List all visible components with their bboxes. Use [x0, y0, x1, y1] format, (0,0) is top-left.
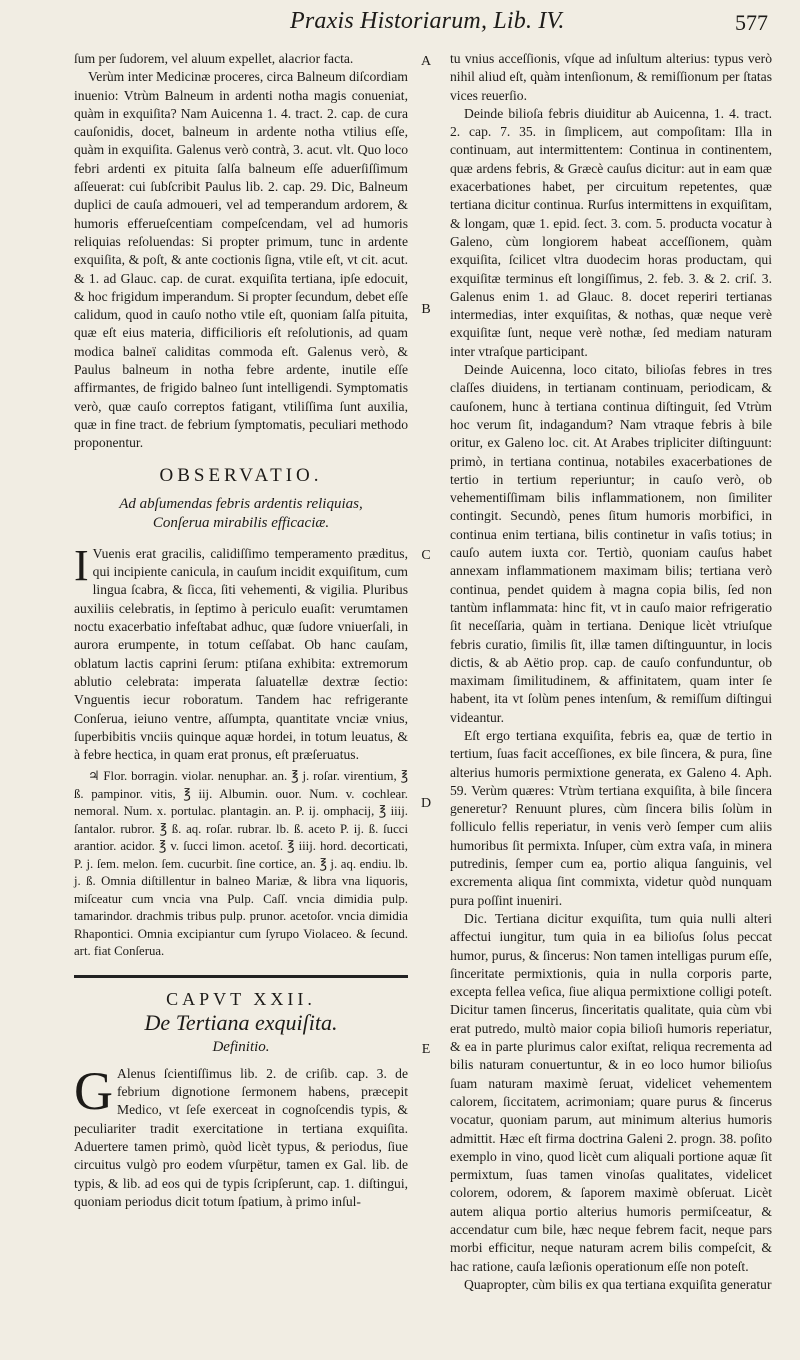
right-paragraph-6: Quapropter, cùm bilis ex qua tertiana exquiſita generatur	[464, 1276, 772, 1292]
chapter-divider-rule	[74, 975, 408, 978]
observatio-dropcap: I	[74, 540, 89, 590]
observatio-text	[74, 540, 408, 765]
chapter-definition-heading: Definitio.	[212, 1039, 270, 1056]
right-paragraph-2: Deinde bilioſa febris diuiditur ab Auicenna, 1. 4. tract. 2. cap. 7. 35. in ſimplicem, aut compoſitam: Illa in continuam, aut intermittentem: Continua in continentem, quæ ardens febris, & Græcè cauſus dicitur: aut in eam quæ exacerbationes habet, per circuitum repetentes, quæ tertiana dicitur continua. Rurſus intermittens in exquiſitam, & longam, quæ 1. epid. ſect. 3. com. 5. producta vocatur à Galeno, cùm longiorem habeat acceſſionem, quàm exquiſita, ſcilicet vltra duodecim horas productam, qui exquiſitæ terminus eſt longiſſimus, 2. feb. 3. & 2. criſ. 3. Galenus enim 1. ad Glauc. 8. docet reperiri tertianas intermedias, inter exquiſitas, & nothas, quæ neque verè exquiſitæ ſunt, neque verè nothæ, ſed mediam naturam inter vtraſque participant.	[450, 105, 772, 359]
observatio-heading: OBSERVATIO.	[159, 464, 323, 486]
observatio-subtitle	[74, 495, 408, 533]
right-column	[450, 50, 772, 1294]
observatio-body: Vuenis erat gracilis, calidiſſimo temperamento præditus, qui incipiente canicula, in cauſum incidit exquiſitum, cum lingua ſcabra, & ſicca, ſiti vehementi, & vigilia. Pluribus auxiliis celebratis, in ſeptimo à periculo euaſit: verumtamen noctu exacerbatio infeſtabat adhuc, quæ ſudore vniuerſali, in aurora erumpente, in totum ceſſabat. Ob hanc cauſam, oblatum lactis caprini ſerum: ptiſana exhibita: extremorum ablutio celebrata: imperata ſaluatellæ dextræ ſectio: Vnguentis iecur roboratum. Tandem hac refrigerante Conſerua, ieiuno ventre, aſſumpta, quantitate vnciæ vnius, ſuperbibitis vnciis quinque aquæ hordei, in totum leuatus, & à febre hectica, in quam erat pronus, eſt præſeruatus.	[74, 545, 408, 763]
page-number: 577	[735, 10, 768, 35]
left-paragraph-1: ſum per ſudorem, vel aluum expellet, alacrior facta.	[74, 51, 354, 66]
right-paragraph-5: Dic. Tertiana dicitur exquiſita, tum quia nulli alteri affectui iungitur, tum quia in ea bilioſus ſolus peccat humor, purus, & ſincerus: Non tamen intelligas purum eſſe, ſinceritate permixtionis, quia in nulla corporis parte, excepta fellea veſica, ſiue aliqua permixtione colligi poteſt. Dicitur tamen ſincerus, ſinceritatis qualitate, quia cùm vbi erat putredo, multò maior copia bilioſi humoris reperiatur, & ea in parte plurimus calor exiſtat, reliqua recrementa ad bilis naturam conuertuntur, & in eo loco humor bilioſus ſuam naturam maximè ſeruat, videlicet vehementem calorem, ſiccitatem, acrimoniam; quare purus & ſincerus vocatur, quoniam parum, aut minimum alterius humoris admittit. Hæc eſt firma doctrina Galeni 2. progn. 38. poſito exemplo in vino, quod licèt cum aliquali portione aquæ ſit permixtum, ſuas tamen vinoſas qualitates, videlicet colorem, odorem, & ſaporem maximè obſeruat. Licèt autem aliqua portio alterius humoris permiſceatur, & accendatur cum bile, hæc neque febrem facit, neque pars morbi efficitur, neque naturam acrem bilis compeſcit, & hac ratione, cauſa læſionis operationum eſſe non poteſt.	[450, 910, 772, 1274]
margin-section-letters	[411, 50, 441, 1350]
running-title: Praxis Historiarum, Lib. IV.	[290, 8, 565, 34]
recipe-paragraph: ♃ Flor. borragin. violar. nenuphar. an. ℥ j. roſar. virentium, ℥ ß. pampinor. vitis, ℥ iij. Albumin. ouor. Num. v. cochlear. nemoral. Num. x. portulac. plantagin. an. P. ij. omphacij, ℥ iiij. ſantalor. rubror. ℥ ß. aq. roſar. rubrar. lb. ß. aceto P. ij. ß. ſucci arantior. acidor. ℥ v. ſucci limon. acetoſ. ℥ iiij. hord. decorticati, P. j. ſem. melon. ſem. cucurbit. ſine cortice, an. ℥ j. aq. endiu. lb. j. ß. Omnia diſtillentur in balneo Mariæ, & libra vna liquoris, miſceatur cum vncia vna Pulp. Caſſ. vncia dimidia pulp. tamarindor. drachmis tribus pulp. prunor. acetoſor. vncia dimidia Rhapontici. Omnia excipiantur cum ſyrupo Violaceo. & ſecund. art. fiat Conſerua.	[74, 769, 408, 959]
page-header	[0, 6, 800, 46]
right-paragraph-4: Eſt ergo tertiana exquiſita, febris ea, quæ de tertio in tertium, ſuas facit acceſſiones, ex bile ſincera, & pura, ſine alterius humoris permixtione generata, ex Galeno 4. Aph. 59. Verùm quæres: Vtrùm tertiana exquiſita, à bile ſincera generetur? Renuunt plures, cùm ſincera bilis ſolùm in folliculo fellis reperiatur, in venis verò ſemper cum aliis humoribus ſit permixta. Inſuper, cùm extra vaſa, in minera putredinis, ſemper cum ea, portio aliqua ſanguinis, vel excrementa aliqua ſint commixta, videtur quòd nunquam pura poſſint inueniri.	[450, 727, 772, 908]
chapter-body: Alenus ſcientiſſimus lib. 2. de criſib. cap. 3. de febrium dignotione ſermonem habens, præcepit Medico, vt ſeſe exerceat in cognoſcendis typis, & peculiariter tradit exercitatione in tertiana exquiſita. Aduertere tamen primò, quòd licèt typus, & periodus, ſiue circuitus vulgò pro eodem vſurpëtur, tamen ex Gal. lib. de typis, & lib. ad eos qui de typis ſcripſerunt, cap. 1. diſtingui, quoniam periodus dicit totum ſpatium, à primo inſul-	[74, 1065, 408, 1209]
margin-letter-e: E	[421, 1042, 431, 1057]
chapter-subtitle: De Tertiana exquiſita.	[144, 1010, 338, 1036]
left-paragraph-2: Verùm inter Medicinæ proceres, circa Balneum diſcordiam inuenio: Vtrùm Balneum in ardenti notha magis conueniat, quàm in exquiſita? Nam Auicenna 1. 4. tract. 2. cap. de cura cauſonidis, docet, balneum in ardente notha vtilius eſſe, quàm in exquiſita. Galenus verò contrà, 3. acut. vlt. Quo loco febri ardenti ex pituita ſalſa balneum eſſe aduerſiſſimum aſſeuerat: cui ſubſcribit Paulus lib. 2. cap. 29. Dic, Balneum duplici de cauſa admoueri, vel ad temperandum ardorem, & humoris efferueſcentiam compeſcendam, vel ad humoris reliquias reſoluendas: Si propter primum, tunc in ardente exquiſita, & poſt, & ante coctionis ſigna, vtile eſt, vt cit. acut. & 1. ad Glauc. cap. de curat. exquiſita tertiana, ipſe edocuit, & hoc frigidum imperandum. Si propter ſecundum, debet eſſe calidum, quod in cauſo notho vtile eſt, quoniam ſalſa pituita, quæ eſt eius materia, difficilioris eſt reſolutionis, ad quam modica balneï caliditas commoda eſt. Galenus verò, & Paulus balneum in notha febre ardente, inutile eſſe affirmantes, de frigido balneo ſunt intelligendi. Symptomatis verò, quæ cauſo correptos fatigant, vtiliſſima ſunt auxilia, quæ in fine tract. de febrium ſymptomatis, peculiari methodo proponentur.	[74, 69, 408, 451]
left-column	[74, 50, 408, 1211]
right-paragraph-3: Deinde Auicenna, loco citato, bilioſas febres in tres claſſes diuidens, in tertianam continuam, periodicam, & cauſonem, hunc à tertiana continua diſtinguit, ſed Vtrùm hoc verum ſit, indagandum? Nam vtraque febris à bile oritur, ex Galeno loc. cit. At Arabes tripliciter diſtinguunt: primò, in tertiana continua, notabiles exacerbationes de tertio in tertium reperiuntur; in cauſo verò, ob vehementiſſimam bilis inflammationem, non ſimiliter contingit. Secundò, penes ſitum humoris morbifici, in continua enim tertiana, bilis continetur in vaſis totius; in cauſo autem iuxta cor. Tertiò, quoniam cauſus habet annexam inflammationem maximam bilis; tertiana verò continua, pendet quidem à magna copia bilis, ſed non tantùm inflammata: hinc fit, vt in cauſo maior refrigeratio ſit neceſſaria, quàm in tertiana. Denique licèt vtriuſque febris curatio, ſimilis ſit, illæ tamen diſtinguuntur, in locis dictis, & ab Aëtio prop. cap. de cauſo confunduntur, ob maximam ſimilitudinem, & affinitatem, quam inter ſe habent, ita vt ſolùm penes intenſum, & remiſſum diſtingui videantur.	[450, 362, 772, 725]
chapter-title: CAPVT XXII.	[166, 988, 316, 1009]
observatio-subtitle-line-1: Ad abſumendas febris ardentis reliquias,	[119, 495, 363, 512]
chapter-text	[74, 1060, 408, 1211]
margin-letter-c: C	[421, 548, 431, 563]
margin-letter-a: A	[420, 54, 432, 69]
chapter-dropcap: G	[74, 1060, 113, 1121]
observatio-subtitle-line-2: Conſerua mirabilis efficaciæ.	[152, 514, 330, 531]
right-paragraph-1: tu vnius acceſſionis, vſque ad inſultum alterius: typus verò nihil aliud eſt, quàm intenſionum, & remiſſionum per ſtatas vices reuerſio.	[450, 51, 772, 103]
margin-letter-d: D	[420, 796, 432, 811]
margin-letter-b: B	[421, 302, 431, 317]
